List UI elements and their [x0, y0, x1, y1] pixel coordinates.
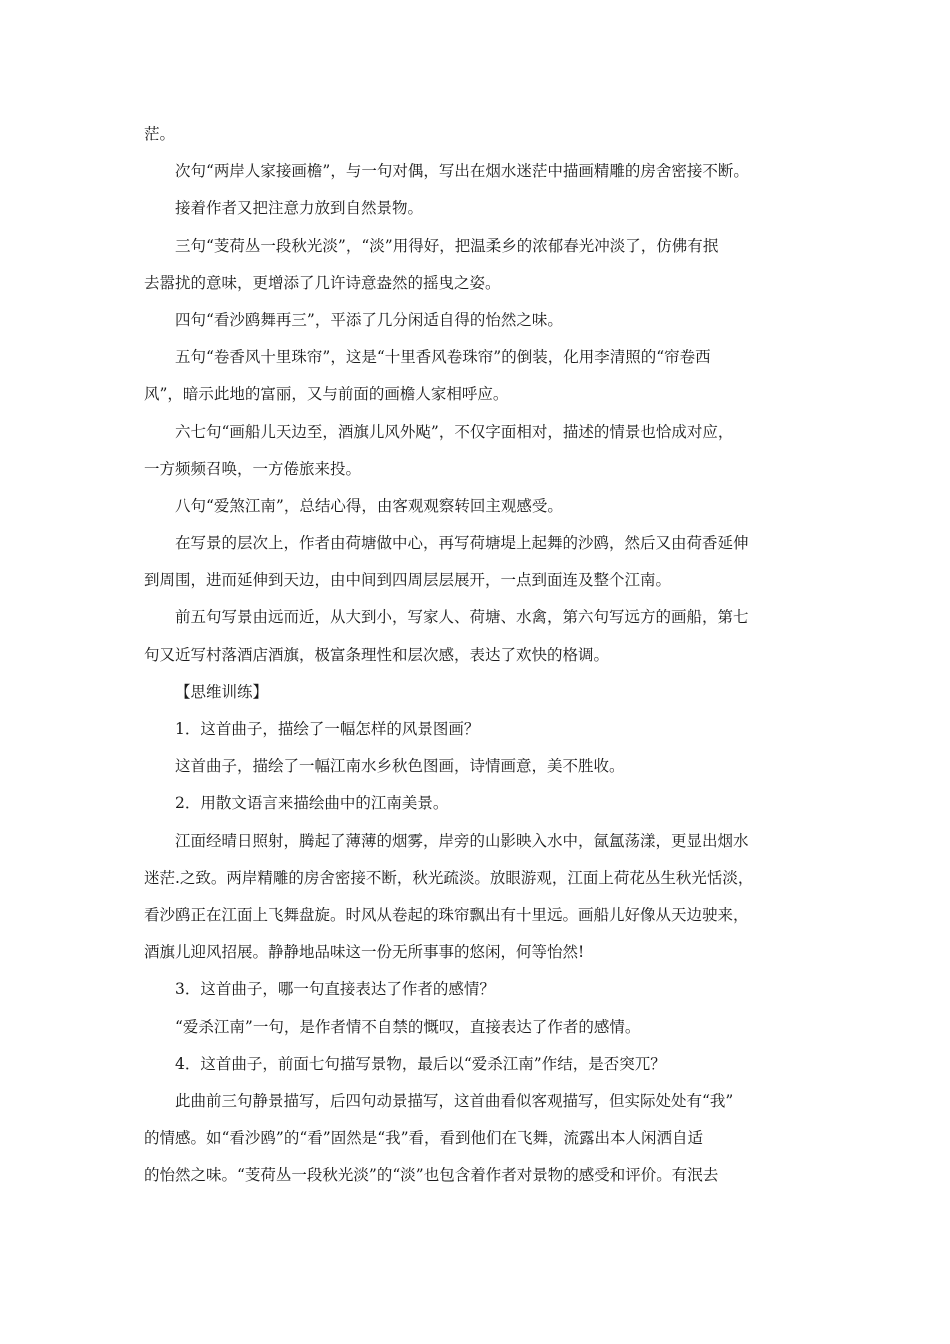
text-line: 到周围，进而延伸到天边，由中间到四周层层展开，一点到面连及整个江南。 [144, 571, 672, 590]
text-line: 江面经晴日照射，腾起了薄薄的烟雾，岸旁的山影映入水中，氤氲荡漾，更显出烟水 [175, 831, 749, 850]
text-line: 句又近写村落酒店酒旗，极富条理性和层次感，表达了欢快的格调。 [144, 645, 610, 664]
text-line: 酒旗儿迎风招展。静静地品味这一份无所事事的悠闲，何等怡然! [144, 943, 585, 962]
text-line: 六七句“画船儿天边至，酒旗儿风外飐”，不仅字面相对，描述的情景也恰成对应， [175, 422, 734, 441]
text-line: 茫。 [144, 125, 176, 143]
document-body [144, 124, 808, 1202]
text-line: 四句“看沙鸥舞再三”，平添了几分闲适自得的怡然之味。 [175, 310, 563, 329]
text-line: 的怡然之味。“芰荷丛一段秋光淡”的“淡”也包含着作者对景物的感受和评价。有泯去 [144, 1166, 719, 1185]
text-line: 此曲前三句静景描写，后四句动景描写，这首曲看似客观描写，但实际处处有“我” [175, 1091, 734, 1110]
text-line: 一方频频召唤，一方倦旅来投。 [144, 459, 362, 478]
text-line: 3．这首曲子，哪一句直接表达了作者的感情？ [175, 980, 495, 999]
text-line: 【思维训练】 [175, 682, 269, 701]
text-line: 八句“爱煞江南”，总结心得，由客观观察转回主观感受。 [175, 496, 563, 515]
text-line: 这首曲子，描绘了一幅江南水乡秋色图画，诗情画意，美不胜收。 [175, 757, 625, 776]
text-line: 迷茫.之致。两岸精雕的房舍密接不断，秋光疏淡。放眼游观，江面上荷花丛生秋光恬淡， [144, 868, 754, 887]
text-line: 前五句写景由远而近，从大到小，写家人、荷塘、水禽，第六句写远方的画船，第七 [175, 608, 749, 627]
text-line: “爱杀江南”一句，是作者情不自禁的慨叹，直接表达了作者的感情。 [175, 1017, 641, 1036]
text-line: 风”，暗示此地的富丽，又与前面的画檐人家相呼应。 [144, 385, 509, 404]
text-line: 三句“芰荷丛一段秋光淡”，“淡”用得好，把温柔乡的浓郁春光冲淡了，仿佛有抿 [175, 236, 719, 255]
text-line: 的情感。如“看沙鸥”的“看”固然是“我”看，看到他们在飞舞，流露出本人闲洒自适 [144, 1129, 704, 1148]
text-line: 在写景的层次上，作者由荷塘做中心，再写荷塘堤上起舞的沙鸥，然后又由荷香延伸 [175, 534, 749, 553]
text-line: 接着作者又把注意力放到自然景物。 [175, 199, 424, 218]
text-line: 去嚣扰的意味，更增添了几许诗意盎然的摇曳之姿。 [144, 273, 501, 292]
text-line: 1．这首曲子，描绘了一幅怎样的风景图画？ [175, 720, 480, 738]
text-line: 五句“卷香风十里珠帘”，这是“十里香风卷珠帘”的倒装，化用李清照的“帘卷西 [175, 348, 711, 367]
text-line: 2．用散文语言来描绘曲中的江南美景。 [175, 794, 449, 813]
text-line: 看沙鸥正在江面上飞舞盘旋。时风从卷起的珠帘飘出有十里远。画船儿好像从天边驶来， [144, 905, 749, 924]
text-line: 次句“两岸人家接画檐”，与一句对偶，写出在烟水迷茫中描画精雕的房舍密接不断。 [175, 162, 749, 181]
text-line: 4．这首曲子，前面七句描写景物，最后以“爱杀江南”作结，是否突兀？ [175, 1054, 666, 1073]
